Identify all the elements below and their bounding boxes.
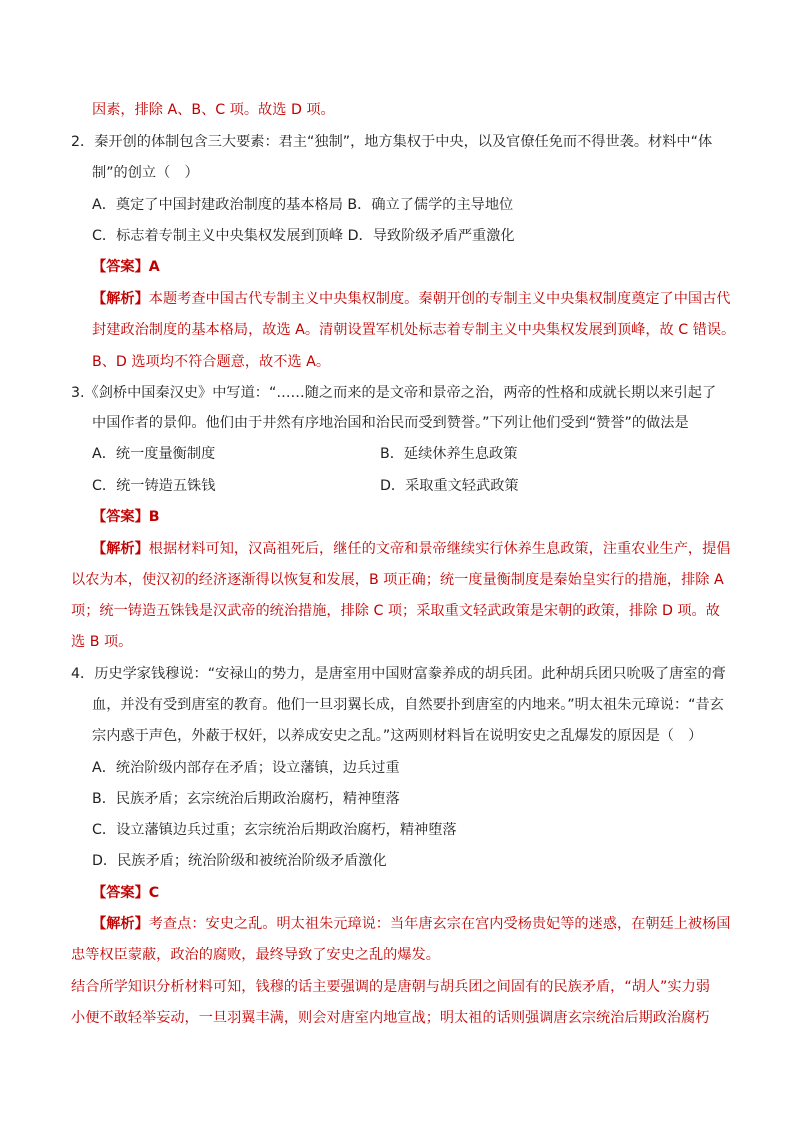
analysis-text: 考查点：安史之乱。明太祖朱元璋说：当年唐玄宗在宫内受杨贵妃等的迷惑，在朝廷上被杨国 <box>148 916 731 932</box>
analysis-text: 根据材料可知，汉高祖死后，继任的文帝和景帝继续实行休养生息政策，注重农业生产，提倡 <box>148 541 731 557</box>
question-3-number: 3. <box>71 385 85 401</box>
question-3-analysis-line-4: 选 B 项。 <box>71 634 133 650</box>
question-2-number: 2． <box>71 134 95 150</box>
answer-label: 【答案】 <box>92 509 149 525</box>
analysis-label: 【解析】 <box>92 291 149 307</box>
question-2-option-d: D．导致阶级矛盾严重激化 <box>347 228 515 244</box>
question-2-analysis-line-3: B、D 选项均不符合题意，故不选 A。 <box>92 354 331 370</box>
question-2-stem-line-2: 制”的创立（ ） <box>92 165 199 181</box>
question-3-option-a: A．统一度量衡制度 <box>92 446 216 462</box>
question-4-option-d: D．民族矛盾；统治阶级和被统治阶级矛盾激化 <box>92 853 387 869</box>
question-3-analysis-line-1 <box>92 539 730 559</box>
question-3-stem-line-1 <box>71 383 716 403</box>
question-3-option-d: D．采取重文轻武政策 <box>380 478 519 494</box>
question-4-option-c: C．设立藩镇边兵过重；玄宗统治后期政治腐朽，精神堕落 <box>92 822 457 838</box>
question-2-option-b: B．确立了儒学的主导地位 <box>347 197 514 213</box>
question-2-analysis-line-1 <box>92 289 730 309</box>
question-2-option-a: A．奠定了中国封建政治制度的基本格局 <box>92 197 343 213</box>
question-3-analysis-line-2: 以农为本，使汉初的经济逐渐得以恢复和发展，B 项正确；统一度量衡制度是秦始皇实行的措施，排除 A <box>71 572 724 588</box>
question-4-answer <box>92 883 159 903</box>
question-2-stem-line-1 <box>71 132 712 152</box>
question-4-option-a: A．统治阶级内部存在矛盾；设立藩镇，边兵过重 <box>92 760 400 776</box>
question-2-options-row-1 <box>92 195 513 215</box>
question-4-stem-text: 历史学家钱穆说：“安禄山的势力，是唐室用中国财富豢养成的胡兵团。此种胡兵团只吮吸了唐室的膏 <box>94 666 726 682</box>
analysis-label: 【解析】 <box>92 541 149 557</box>
answer-value: C <box>148 885 160 901</box>
question-2-answer <box>92 257 160 277</box>
answer-label: 【答案】 <box>92 885 149 901</box>
question-3-stem-line-2: 中国作者的景仰。他们由于井然有序地治国和治民而受到赞誉。”下列让他们受到“赞誉”的做法是 <box>92 415 689 431</box>
answer-value: A <box>148 259 160 275</box>
question-2-option-c: C．标志着专制主义中央集权发展到顶峰 <box>92 228 344 244</box>
question-2-analysis-line-2: 封建政治制度的基本格局，故选 A。清朝设置军机处标志着专制主义中央集权发展到顶峰，故 C 错误。 <box>92 322 736 338</box>
question-4-analysis-line-4: 小便不敢轻举妄动，一旦羽翼丰满，则会对唐室内地宣战；明太祖的话则强调唐玄宗统治后期政治腐朽 <box>71 1010 710 1026</box>
question-3-answer <box>92 507 160 527</box>
answer-value: B <box>148 509 160 525</box>
analysis-text: 本题考查中国古代专制主义中央集权制度。秦朝开创的专制主义中央集权制度奠定了中国古代 <box>148 291 731 307</box>
answer-label: 【答案】 <box>92 259 149 275</box>
question-3-option-b: B．延续休养生息政策 <box>380 446 518 462</box>
question-4-analysis-line-1 <box>92 914 730 934</box>
question-4-stem-line-2: 血，并没有受到唐室的教育。他们一旦羽翼长成，自然要扑到唐室的内地来。”明太祖朱元璋说：“昔玄 <box>92 697 724 713</box>
question-3-option-c: C．统一铸造五铢钱 <box>92 478 216 494</box>
analysis-label: 【解析】 <box>92 916 149 932</box>
question-4-option-b: B．民族矛盾；玄宗统治后期政治腐朽，精神堕落 <box>92 791 400 807</box>
question-4-analysis-line-3: 结合所学知识分析材料可知，钱穆的话主要强调的是唐朝与胡兵团之间固有的民族矛盾，“胡人”实力弱 <box>71 979 710 995</box>
question-4-number: 4． <box>71 666 95 682</box>
question-4-stem-line-1 <box>71 664 726 684</box>
question-3-analysis-line-3: 项；统一铸造五铢钱是汉武帝的统治措施，排除 C 项；采取重文轻武政策是宋朝的政策，排除 D 项。故 <box>71 603 720 619</box>
previous-analysis-tail: 因素，排除 A、B、C 项。故选 D 项。 <box>92 102 335 118</box>
question-3-stem-text: 《剑桥中国秦汉史》中写道：“……随之而来的是文帝和景帝之治，两帝的性格和成就长期以来引起了 <box>84 385 717 401</box>
question-2-stem-text: 秦开创的体制包含三大要素：君主“独制”，地方集权于中央，以及官僚任免而不得世袭。材料中“体 <box>94 134 713 150</box>
question-2-options-row-2 <box>92 226 515 246</box>
question-4-analysis-line-2: 忠等权臣蒙蔽，政治的腐败，最终导致了安史之乱的爆发。 <box>71 947 440 963</box>
question-4-stem-line-3: 宗内惑于声色，外蔽于权奸，以养成安史之乱。”这两则材料旨在说明安史之乱爆发的原因是（ ） <box>92 728 703 744</box>
